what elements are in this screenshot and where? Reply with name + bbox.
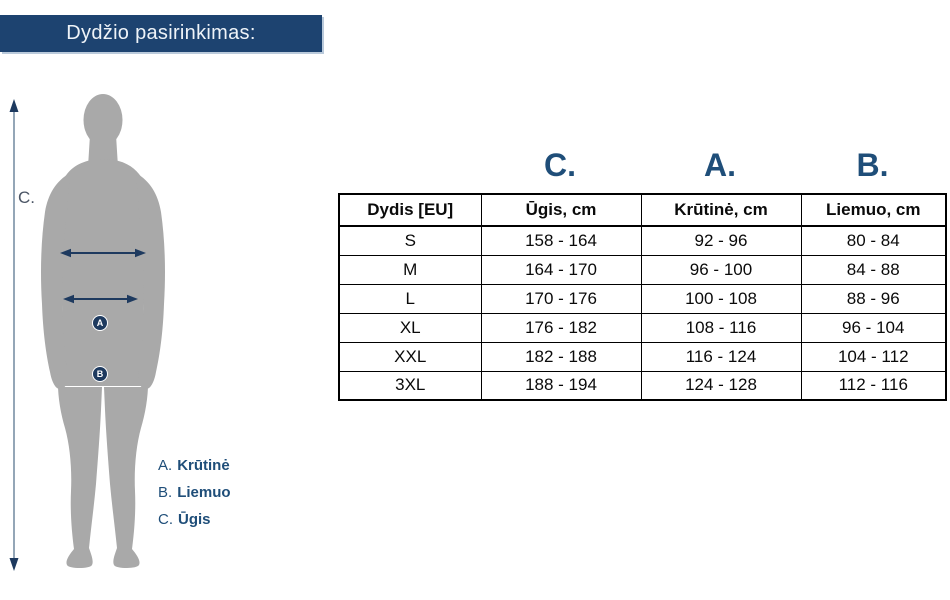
legend-letter: C. [158, 511, 173, 528]
table-cell: 108 - 116 [641, 313, 801, 342]
chest-arrow-icon [60, 249, 146, 257]
legend-letter: B. [158, 484, 173, 501]
table-cell: 188 - 194 [481, 371, 641, 400]
table-cell: 88 - 96 [801, 284, 946, 313]
table-header-row [339, 194, 946, 226]
header-cell-height: Ūgis, cm [481, 194, 641, 226]
table-row [339, 226, 946, 255]
column-letter-b: B. [856, 147, 889, 183]
legend-label: Ūgis [178, 511, 211, 528]
height-label: C. [18, 188, 35, 207]
waist-badge: B [92, 366, 108, 382]
table-cell: 170 - 176 [481, 284, 641, 313]
measurement-legend [158, 452, 231, 533]
table-row [339, 255, 946, 284]
size-table [338, 193, 947, 401]
table-cell: S [339, 226, 481, 255]
legend-label: Liemuo [177, 484, 231, 501]
table-cell: 104 - 112 [801, 342, 946, 371]
height-arrow-icon [10, 99, 19, 571]
table-cell: XL [339, 313, 481, 342]
legend-letter: A. [158, 457, 173, 474]
table-row [339, 313, 946, 342]
header-cell-size: Dydis [EU] [339, 194, 481, 226]
table-cell: 116 - 124 [641, 342, 801, 371]
header-cell-waist: Liemuo, cm [801, 194, 946, 226]
table-cell: 164 - 170 [481, 255, 641, 284]
table-row [339, 371, 946, 400]
table-cell: 112 - 116 [801, 371, 946, 400]
legend-label: Krūtinė [177, 457, 230, 474]
table-cell: 3XL [339, 371, 481, 400]
table-cell: L [339, 284, 481, 313]
table-cell: 182 - 188 [481, 342, 641, 371]
table-cell: 80 - 84 [801, 226, 946, 255]
table-cell: 158 - 164 [481, 226, 641, 255]
legend-item-chest [158, 452, 231, 479]
waist-arrow-icon [63, 295, 138, 303]
column-letter-a: A. [704, 147, 736, 183]
table-cell: 124 - 128 [641, 371, 801, 400]
table-cell: 96 - 104 [801, 313, 946, 342]
page-title: Dydžio pasirinkimas: [66, 22, 256, 44]
column-letter-blank [338, 134, 480, 186]
table-cell: XXL [339, 342, 481, 371]
chest-badge: A [92, 315, 108, 331]
table-cell: M [339, 255, 481, 284]
header-cell-chest: Krūtinė, cm [641, 194, 801, 226]
column-letter-c: C. [544, 147, 576, 183]
table-cell: 176 - 182 [481, 313, 641, 342]
legend-item-height [158, 506, 231, 533]
table-cell: 92 - 96 [641, 226, 801, 255]
table-row [339, 342, 946, 371]
column-letters-row [338, 134, 945, 186]
legend-item-waist [158, 479, 231, 506]
table-cell: 100 - 108 [641, 284, 801, 313]
table-row [339, 284, 946, 313]
title-bar [0, 15, 322, 52]
table-cell: 84 - 88 [801, 255, 946, 284]
table-cell: 96 - 100 [641, 255, 801, 284]
